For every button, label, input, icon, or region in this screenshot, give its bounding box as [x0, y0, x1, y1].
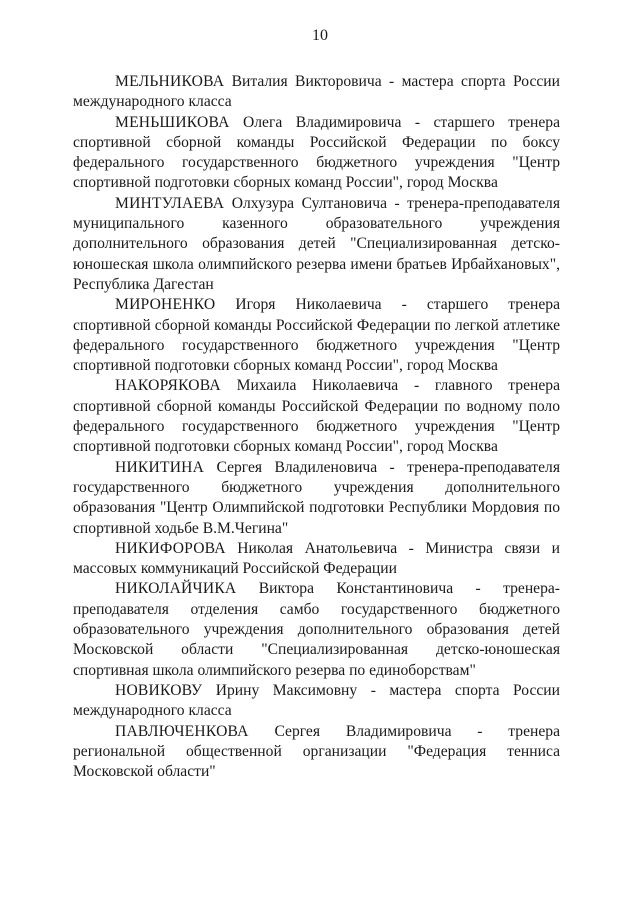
- list-item: [73, 295, 560, 376]
- list-item: [73, 539, 560, 580]
- person-surname: НИКИТИНА: [115, 458, 205, 476]
- list-item: [73, 194, 560, 295]
- person-details: Сергея Владимировича - тренера региональной общественной организации "Федерация тенниса Московской области": [73, 722, 560, 781]
- person-surname: ПАВЛЮЧЕНКОВА: [115, 722, 249, 740]
- person-details: Виталия Викторовича - мастера спорта России международного класса: [73, 73, 560, 111]
- person-details: Михаила Николаевича - главного тренера спортивной сборной команды Российской Федерации по водному поло федерального государственного бюджетного учреждения "Центр спортивной подготовки сборных команд России", город Москва: [73, 377, 560, 456]
- list-item: [73, 376, 560, 457]
- person-details: Ирину Максимовну - мастера спорта России международного класса: [73, 681, 560, 720]
- person-surname: МЕНЬШИКОВА: [115, 113, 230, 131]
- list-item: [73, 681, 560, 722]
- person-surname: МИРОНЕНКО: [115, 296, 216, 314]
- person-surname: МЕЛЬНИКОВА: [115, 73, 225, 90]
- list-item: [73, 579, 560, 680]
- person-surname: НИКИФОРОВА: [115, 539, 226, 557]
- list-item: [73, 113, 560, 194]
- person-details: Олега Владимировича - старшего тренера спортивной сборной команды Российской Федерации по боксу федерального государственного бюджетного учреждения "Центр спортивной подготовки сборных команд России", город Москва: [73, 113, 560, 192]
- person-surname: НИКОЛАЙЧИКА: [115, 580, 237, 598]
- list-item: [73, 72, 560, 113]
- person-details: Сергея Владиленовича - тренера-преподавателя государственного бюджетного учреждения дополнительного образования "Центр Олимпийской подготовки Республики Мордовия по спортивной ходьбе В.М.Чегина": [73, 458, 560, 537]
- person-details: Виктора Константиновича - тренера-преподавателя отделения самбо государственного бюджетного образовательного учреждения дополнительного образования детей Московской области "Специализированная детско-юношеская спортивная школа олимпийского резерва по единоборствам": [73, 580, 560, 679]
- list-item: [73, 458, 560, 539]
- person-surname: НОВИКОВУ: [115, 681, 203, 699]
- page-number: 10: [312, 27, 328, 44]
- award-list: [73, 72, 560, 782]
- person-surname: НАКОРЯКОВА: [115, 377, 221, 395]
- person-details: Николая Анатольевича - Министра связи и массовых коммуникаций Российской Федерации: [73, 539, 560, 578]
- person-surname: МИНТУЛАЕВА: [115, 194, 225, 212]
- person-details: Олхузура Султановича - тренера-преподавателя муниципального казенного образовательного учреждения дополнительного образования детей "Специализированная детско-юношеская школа олимпийского резерва имени братьев Ирбайхановых", Республика Дагестан: [73, 194, 560, 293]
- list-item: [73, 722, 560, 783]
- person-details: Игоря Николаевича - старшего тренера спортивной сборной команды Российской Федерации по легкой атлетике федерального государственного бюджетного учреждения "Центр спортивной подготовки сборных команд России", город Москва: [73, 296, 560, 375]
